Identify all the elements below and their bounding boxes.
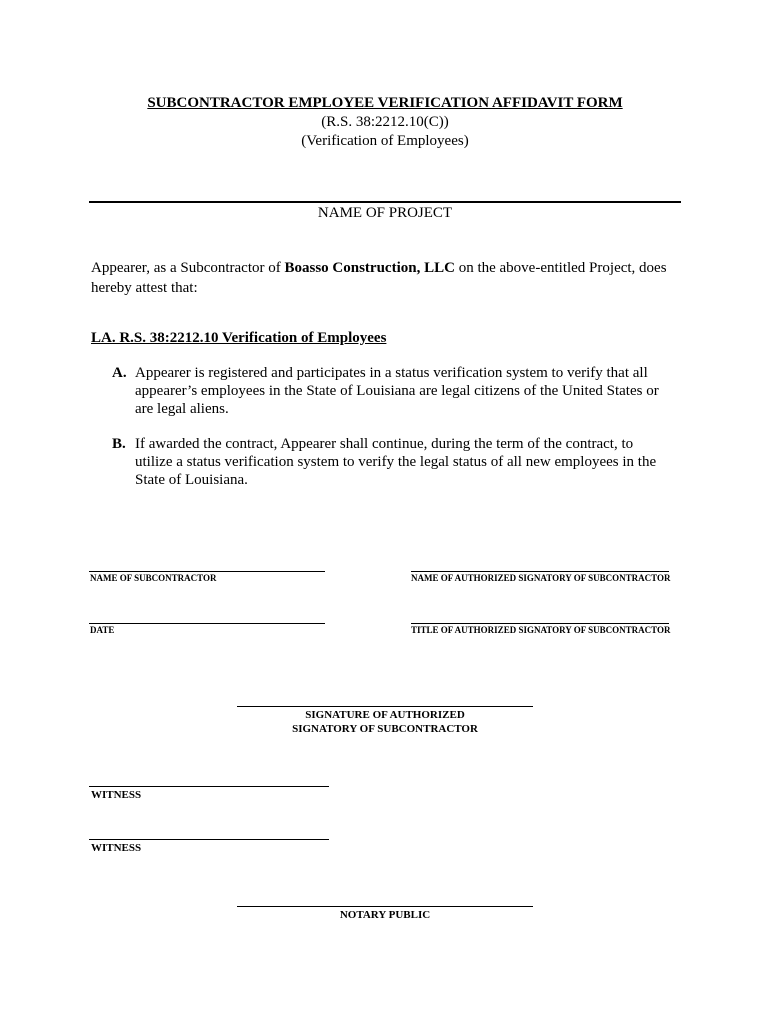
witness-2-label: WITNESS [91, 842, 142, 854]
item-marker: B. [112, 436, 126, 452]
signatory-name-line[interactable] [411, 571, 669, 572]
signature-label-line1: SIGNATURE OF AUTHORIZED [305, 709, 465, 721]
statute-reference: (R.S. 38:2212.10(C)) [321, 114, 449, 130]
witness-1-label: WITNESS [91, 789, 142, 801]
date-label: DATE [90, 625, 115, 635]
item-marker: A. [112, 365, 127, 381]
signatory-name-label: NAME OF AUTHORIZED SIGNATORY OF SUBCONTRACTOR [411, 573, 671, 583]
signatory-title-line[interactable] [411, 623, 669, 624]
notary-line[interactable] [237, 906, 533, 907]
signatory-title-label: TITLE OF AUTHORIZED SIGNATORY OF SUBCONTRACTOR [411, 625, 671, 635]
form-title: SUBCONTRACTOR EMPLOYEE VERIFICATION AFFIDAVIT FORM [147, 95, 623, 111]
intro-text-before: Appearer, as a Subcontractor of [91, 260, 285, 276]
item-text: If awarded the contract, Appearer shall continue, during the term of the contract, to utilize a status verification system to verify the legal status of all new employees in the State of Louisiana. [135, 436, 657, 488]
signature-label-line2: SIGNATORY OF SUBCONTRACTOR [292, 723, 478, 735]
list-item [112, 435, 672, 489]
intro-text-after: on the above-entitled Project, does hereby attest that: [91, 260, 667, 296]
signature-line[interactable] [237, 706, 533, 707]
date-line[interactable] [89, 623, 325, 624]
project-name-label: NAME OF PROJECT [317, 205, 453, 221]
intro-paragraph [91, 258, 681, 298]
item-text: Appearer is registered and participates in a status verification system to verify that all appearer’s employees in the State of Louisiana are legal citizens of the United States or are legal aliens. [135, 365, 659, 417]
contractor-name: Boasso Construction, LLC [284, 260, 455, 276]
project-name-line[interactable] [89, 201, 681, 203]
witness-1-line[interactable] [89, 786, 329, 787]
subcontractor-name-label: NAME OF SUBCONTRACTOR [90, 573, 217, 583]
section-heading: LA. R.S. 38:2212.10 Verification of Employees [91, 330, 387, 346]
witness-2-line[interactable] [89, 839, 329, 840]
list-item [112, 364, 672, 418]
notary-label: NOTARY PUBLIC [339, 909, 431, 921]
subcontractor-name-line[interactable] [89, 571, 325, 572]
form-subtitle: (Verification of Employees) [301, 133, 469, 149]
